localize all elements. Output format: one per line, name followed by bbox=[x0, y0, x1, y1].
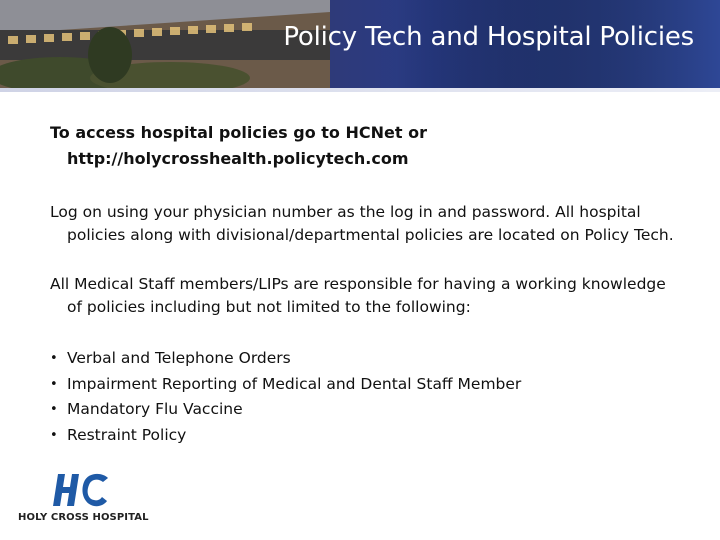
holy-cross-logo bbox=[14, 470, 154, 530]
responsibility-line-1: All Medical Staff members/LIPs are responsible for having a working knowledge bbox=[50, 275, 666, 293]
list-item-text: Impairment Reporting of Medical and Dental Staff Member bbox=[67, 374, 522, 393]
access-line-1: To access hospital policies go to HCNet or bbox=[50, 123, 427, 142]
policy-list bbox=[50, 346, 650, 448]
list-item-text: Mandatory Flu Vaccine bbox=[67, 400, 243, 418]
access-instructions bbox=[50, 120, 690, 172]
responsibility-paragraph bbox=[50, 273, 700, 319]
bullet-icon: • bbox=[50, 351, 58, 366]
list-item bbox=[50, 372, 650, 398]
bullet-icon: • bbox=[50, 402, 58, 417]
header-divider bbox=[0, 88, 720, 92]
page-title: Policy Tech and Hospital Policies bbox=[283, 22, 694, 52]
list-item-text: Verbal and Telephone Orders bbox=[67, 349, 291, 367]
list-item bbox=[50, 397, 650, 423]
bullet-icon: • bbox=[50, 427, 58, 443]
login-paragraph bbox=[50, 201, 700, 247]
login-line-1: Log on using your physician number as the log in and password. All hospital bbox=[50, 203, 641, 221]
hc-logo-icon bbox=[50, 470, 112, 510]
list-item bbox=[50, 346, 650, 372]
bullet-icon: • bbox=[50, 376, 58, 392]
login-line-2: policies along with divisional/departmental policies are located on Policy Tech. bbox=[67, 226, 674, 244]
list-item-text: Restraint Policy bbox=[67, 425, 187, 444]
header-banner bbox=[0, 0, 720, 88]
hospital-name: HOLY CROSS HOSPITAL bbox=[18, 512, 149, 523]
responsibility-line-2: of policies including but not limited to the following: bbox=[67, 298, 471, 316]
list-item bbox=[50, 423, 650, 449]
policytech-url: http://holycrosshealth.policytech.com bbox=[67, 149, 409, 168]
